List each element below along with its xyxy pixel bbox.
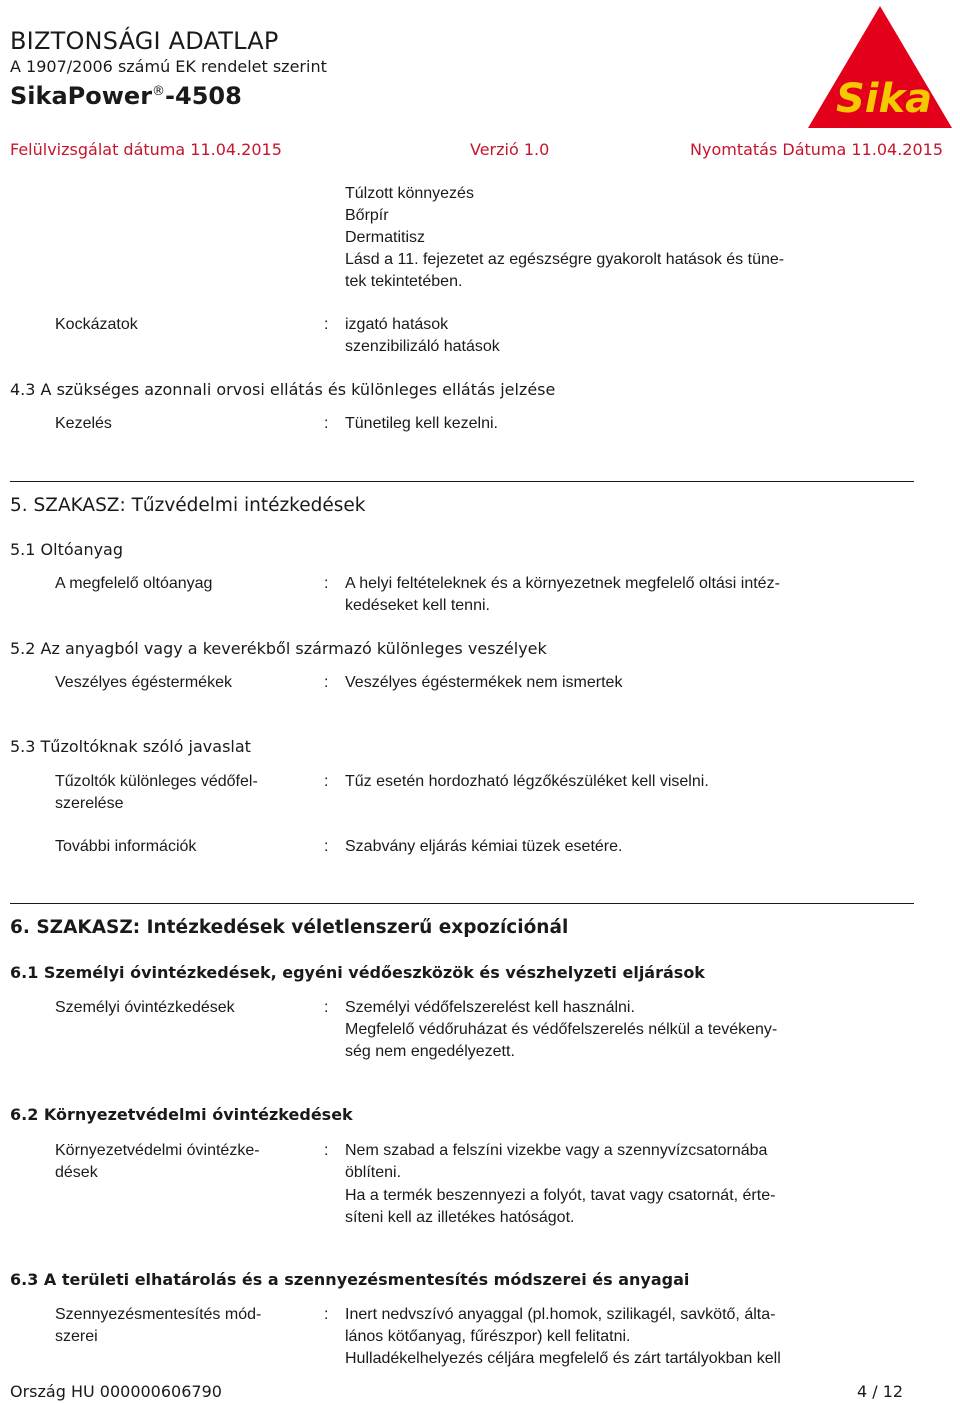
regulation-line: A 1907/2006 számú EK rendelet szerint	[10, 57, 327, 76]
colon: :	[324, 1142, 329, 1159]
environmental-precautions-value: Ha a termék beszennyezi a folyót, tavat vagy csatornát, érte-	[345, 1187, 776, 1204]
logo-registered-mark: ®	[936, 78, 948, 92]
colon: :	[324, 838, 329, 855]
symptom-line: Túlzott könnyezés	[345, 185, 474, 202]
hazardous-products-label: Veszélyes égéstermékek	[55, 674, 232, 691]
treatment-label: Kezelés	[55, 415, 112, 432]
colon: :	[324, 316, 329, 333]
section-heading-5: 5. SZAKASZ: Tűzvédelmi intézkedések	[10, 495, 366, 516]
symptom-line: tek tekintetében.	[345, 273, 463, 290]
environmental-precautions-label: Környezetvédelmi óvintézke-	[55, 1142, 260, 1159]
subsection-heading-4-3: 4.3 A szükséges azonnali orvosi ellátás és különleges ellátás jelzése	[10, 380, 556, 399]
product-code: -4508	[165, 82, 242, 110]
environmental-precautions-value: Nem szabad a felszíni vizekbe vagy a szennyvízcsatornába	[345, 1142, 768, 1159]
colon: :	[324, 999, 329, 1016]
cleanup-methods-value: Hulladékelhelyezés céljára megfelelő és zárt tartályokban kell	[345, 1350, 781, 1367]
registered-mark: ®	[152, 84, 166, 99]
subsection-heading-6-2: 6.2 Környezetvédelmi óvintézkedések	[10, 1105, 353, 1124]
colon: :	[324, 674, 329, 691]
section-divider	[10, 481, 914, 482]
risks-value: izgató hatások	[345, 316, 449, 333]
print-date: Nyomtatás Dátuma 11.04.2015	[690, 140, 944, 159]
firefighter-equipment-label: szerelése	[55, 795, 124, 812]
logo-wordmark: Sika	[836, 76, 933, 122]
document-title: BIZTONSÁGI ADATLAP	[10, 27, 279, 55]
environmental-precautions-label: dések	[55, 1164, 98, 1181]
subsection-heading-6-1: 6.1 Személyi óvintézkedések, egyéni védőeszközök és vészhelyzeti eljárások	[10, 963, 705, 982]
section-divider	[10, 903, 914, 904]
subsection-heading-6-3: 6.3 A területi elhatárolás és a szennyezésmentesítés módszerei és anyagai	[10, 1270, 690, 1289]
personal-precautions-value: ség nem engedélyezett.	[345, 1043, 515, 1060]
footer-country: Ország HU 000000606790	[10, 1382, 222, 1401]
extinguishing-media-value: kedéseket kell tenni.	[345, 597, 490, 614]
personal-precautions-value: Személyi védőfelszerelést kell használni.	[345, 999, 635, 1016]
personal-precautions-label: Személyi óvintézkedések	[55, 999, 235, 1016]
firefighter-equipment-value: Tűz esetén hordozható légzőkészüléket kell viselni.	[345, 773, 709, 790]
symptom-line: Bőrpír	[345, 207, 389, 224]
colon: :	[324, 575, 329, 592]
version: Verzió 1.0	[470, 140, 550, 159]
personal-precautions-value: Megfelelő védőruházat és védőfelszerelés nélkül a tevékeny-	[345, 1021, 778, 1038]
subsection-heading-5-3: 5.3 Tűzoltóknak szóló javaslat	[10, 737, 251, 756]
environmental-precautions-value: síteni kell az illetékes hatóságot.	[345, 1209, 575, 1226]
risks-label: Kockázatok	[55, 316, 138, 333]
hazardous-products-value: Veszélyes égéstermékek nem ismertek	[345, 674, 623, 691]
cleanup-methods-value: lános kötőanyag, fűrészpor) kell felitatni.	[345, 1328, 631, 1345]
environmental-precautions-value: öblíteni.	[345, 1164, 402, 1181]
colon: :	[324, 1306, 329, 1323]
page-number: 4 / 12	[857, 1382, 904, 1401]
firefighter-equipment-label: Tűzoltók különleges védőfel-	[55, 773, 258, 790]
further-info-label: További információk	[55, 838, 197, 855]
treatment-value: Tünetileg kell kezelni.	[345, 415, 498, 432]
cleanup-methods-label: Szennyezésmentesítés mód-	[55, 1306, 262, 1323]
colon: :	[324, 415, 329, 432]
extinguishing-media-value: A helyi feltételeknek és a környezetnek megfelelő oltási intéz-	[345, 575, 780, 592]
further-info-value: Szabvány eljárás kémiai tüzek esetére.	[345, 838, 623, 855]
cleanup-methods-value: Inert nedvszívó anyaggal (pl.homok, szilikagél, savkötő, álta-	[345, 1306, 776, 1323]
symptom-line: Lásd a 11. fejezetet az egészségre gyakorolt hatások és tüne-	[345, 251, 785, 268]
sika-logo	[806, 4, 954, 130]
cleanup-methods-label: szerei	[55, 1328, 98, 1345]
section-heading-6: 6. SZAKASZ: Intézkedések véletlenszerű expozíciónál	[10, 917, 569, 938]
subsection-heading-5-2: 5.2 Az anyagból vagy a keverékből származó különleges veszélyek	[10, 639, 547, 658]
colon: :	[324, 773, 329, 790]
symptom-line: Dermatitisz	[345, 229, 426, 246]
revision-date: Felülvizsgálat dátuma 11.04.2015	[10, 140, 282, 159]
product-name	[10, 82, 242, 110]
extinguishing-media-label: A megfelelő oltóanyag	[55, 575, 213, 592]
product-name-text: SikaPower	[10, 82, 153, 110]
risks-value: szenzibilizáló hatások	[345, 338, 500, 355]
subsection-heading-5-1: 5.1 Oltóanyag	[10, 540, 124, 559]
